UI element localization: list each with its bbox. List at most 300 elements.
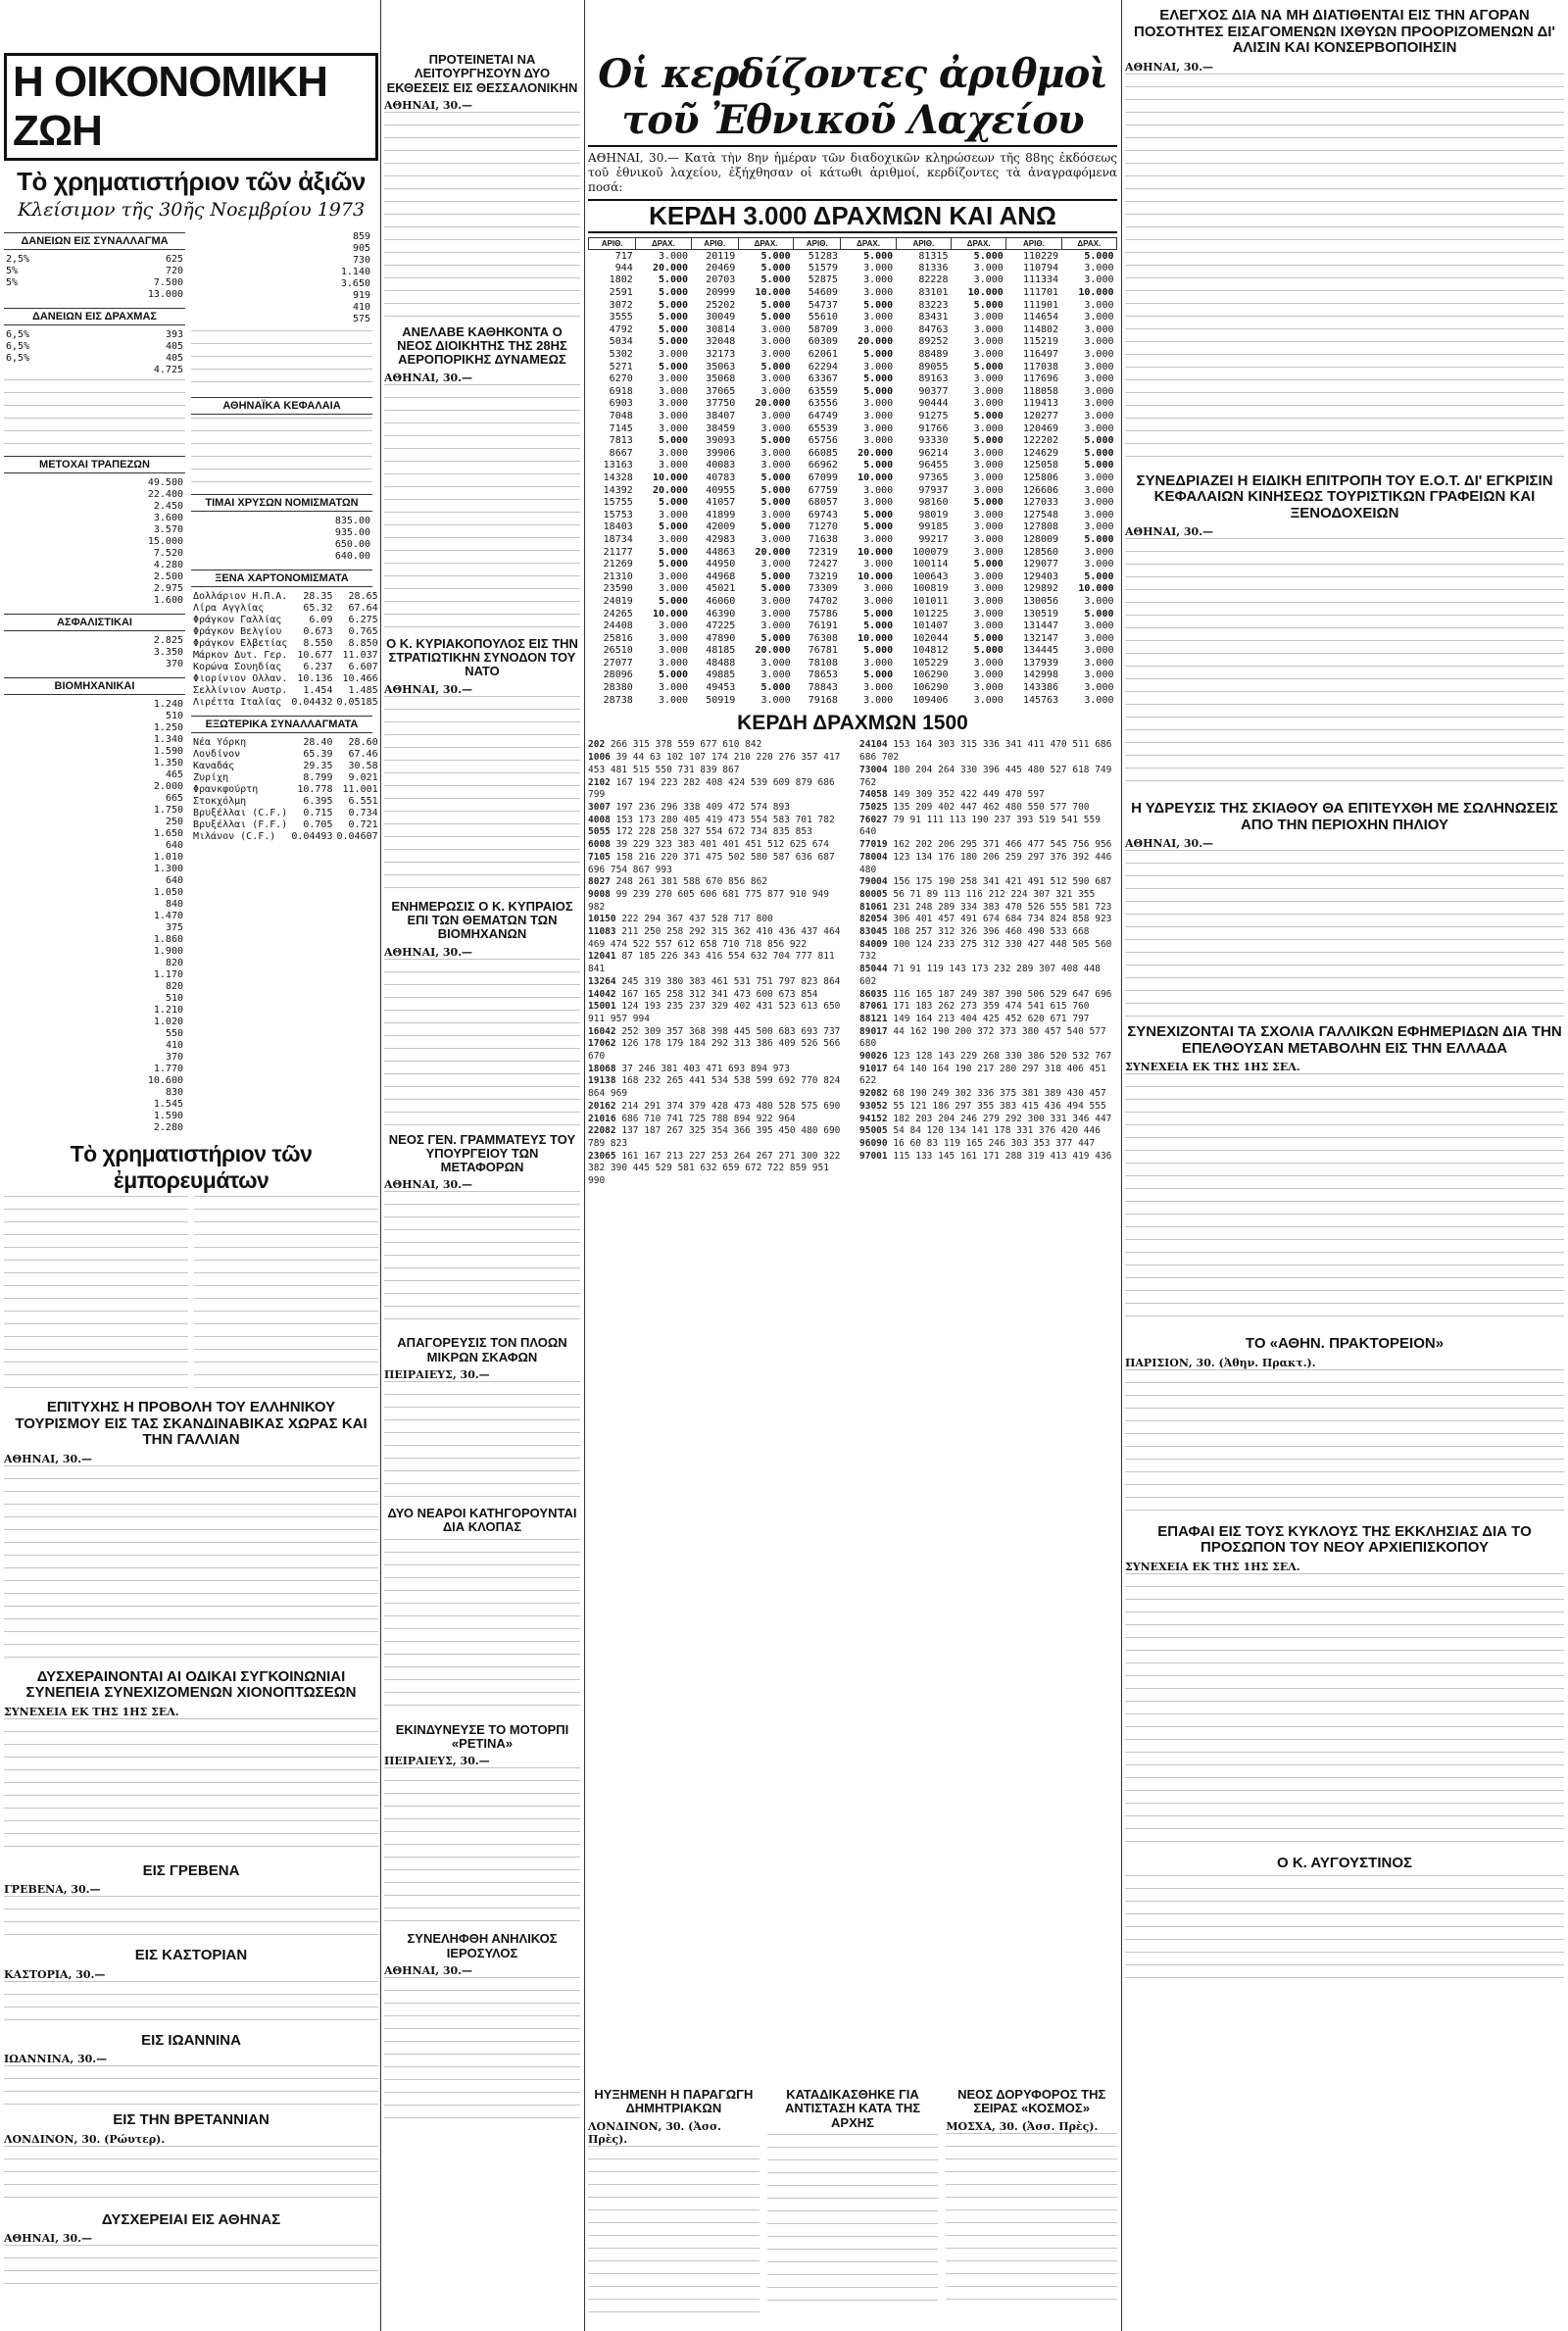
article — [1125, 1336, 1564, 1516]
article-body-text — [4, 1718, 378, 1856]
row-label — [4, 804, 40, 816]
table-row: 6,5% 405 — [6, 340, 183, 352]
row-label — [4, 512, 40, 523]
number-prefix: 14042 — [588, 988, 616, 1000]
number-line — [588, 876, 846, 889]
column-2-articles — [384, 53, 580, 2124]
article-headline: ΔΥΟ ΝΕΑΡΟΙ ΚΑΤΗΓΟΡΟΥΝΤΑΙ ΔΙΑ ΚΛΟΠΑΣ — [387, 1506, 577, 1535]
currency-name: Μιλάνον (C.F.) — [193, 830, 276, 842]
prize-amount: 3.000 — [1084, 521, 1114, 533]
number-prefix: 95005 — [859, 1125, 888, 1137]
rate-value: 10.677 — [297, 649, 333, 661]
currency-name: Φρανκφούρτη — [193, 783, 259, 795]
article — [4, 2112, 378, 2205]
prize-amount: 3.000 — [760, 670, 791, 681]
ticket-number: 101011 — [912, 595, 949, 607]
number-suffixes: 171 183 262 273 359 474 541 615 760 — [893, 1001, 1090, 1013]
rate-value: 10.466 — [342, 672, 378, 684]
article — [384, 1723, 580, 1925]
stock-exchange-title: Τὸ χρηματιστήριον τῶν ἀξιῶν — [17, 167, 366, 196]
row-value: 10.600 — [147, 1074, 183, 1086]
table-row — [4, 863, 185, 874]
prize-amount: 5.000 — [760, 312, 791, 323]
ticket-number: 20703 — [706, 274, 736, 286]
ticket-number: 28738 — [603, 694, 633, 706]
prize-amount: 3.000 — [1084, 595, 1114, 607]
prize-amount: 3.000 — [1084, 682, 1114, 694]
article — [384, 1932, 580, 2124]
table-row — [589, 410, 1117, 422]
column-rule — [1121, 0, 1122, 2331]
prize-amount: 5.000 — [658, 361, 689, 372]
prize-amount: 3.000 — [863, 262, 894, 273]
prize-amount: 3.000 — [973, 521, 1004, 533]
ticket-number: 129077 — [1022, 559, 1059, 570]
number-suffixes: 149 164 213 404 425 452 620 671 797 — [893, 1013, 1090, 1024]
ticket-number: 114802 — [1022, 323, 1059, 335]
number-prefix: 17062 — [588, 1038, 616, 1050]
number-suffixes: 123 134 176 180 206 259 297 376 392 446 480 — [859, 851, 1112, 875]
column-header: ΔΡΑΧ. — [738, 238, 793, 250]
prize-amount: 3.000 — [863, 411, 894, 422]
number-suffixes: 116 165 187 249 387 390 506 529 647 696 — [893, 988, 1112, 1000]
row-value: 665 — [165, 792, 183, 804]
table-row: 13.000 — [147, 288, 183, 300]
ticket-number: 45021 — [706, 583, 736, 595]
column-header: ΑΡΙΘ. — [589, 238, 636, 250]
row-value: 1.900 — [153, 945, 183, 957]
prize-amount: 3.000 — [1084, 422, 1114, 434]
ticket-number: 79168 — [808, 694, 838, 706]
currency-name: Φράγκον Γαλλίας — [193, 614, 282, 625]
article — [1125, 801, 1564, 1017]
row-value: 3.650 — [340, 277, 370, 289]
row-label — [4, 827, 40, 839]
row-value: 1.750 — [153, 804, 183, 816]
number-prefix: 88121 — [859, 1013, 888, 1024]
ticket-number: 130056 — [1022, 595, 1059, 607]
prize-amount: 3.000 — [658, 694, 689, 706]
row-value: 1.350 — [153, 757, 183, 769]
table-row — [4, 1039, 185, 1051]
row-label — [4, 1063, 40, 1074]
article-headline: ΕΚΙΝΔΥΝΕΥΣΕ ΤΟ ΜΟΤΟΡΠΙ «ΡΕΤΙΝΑ» — [395, 1721, 569, 1751]
ticket-number: 88489 — [918, 349, 949, 361]
article-dateline: ΛΟΝΔΙΝΟΝ, 30. (Ρώυτερ). — [4, 2132, 166, 2146]
lottery-table — [588, 237, 1117, 706]
ticket-number: 60309 — [808, 336, 838, 348]
table-row — [4, 721, 185, 733]
prize-amount: 5.000 — [973, 411, 1004, 422]
rate-value: 1.485 — [348, 684, 378, 696]
row-value: 575 — [352, 313, 370, 324]
article-body-text — [1125, 1369, 1564, 1516]
row-label — [191, 230, 232, 242]
prize-amount: 3.000 — [658, 632, 689, 644]
article — [1125, 8, 1564, 466]
table-row: 4.725 — [153, 364, 183, 375]
ticket-number: 101225 — [912, 608, 949, 620]
prize-amount: 20.000 — [858, 336, 894, 348]
number-prefix: 23065 — [588, 1150, 616, 1162]
row-value: 4.280 — [153, 559, 183, 570]
table-row — [4, 634, 185, 646]
prize-amount: 3.000 — [1084, 398, 1114, 410]
number-suffixes: 156 175 190 258 341 421 491 512 590 687 — [893, 876, 1112, 888]
article-dateline: ΙΩΑΝΝΙΝΑ, 30.— — [4, 2053, 108, 2065]
ticket-number: 72319 — [808, 546, 838, 558]
ticket-number: 106290 — [912, 682, 949, 694]
table-row — [589, 496, 1117, 509]
number-suffixes: 108 257 312 326 396 460 490 533 668 — [893, 926, 1090, 938]
number-prefix: 86035 — [859, 988, 888, 1000]
prize-amount: 5.000 — [760, 262, 791, 273]
row-label — [191, 242, 232, 254]
ticket-number: 37750 — [706, 398, 736, 410]
table-row — [589, 286, 1117, 299]
ticket-number: 81336 — [918, 262, 949, 273]
ticket-number: 129892 — [1022, 583, 1059, 595]
table-row — [589, 323, 1117, 336]
foreign-exchange-table — [191, 736, 378, 842]
row-value: 935.00 — [334, 526, 370, 538]
number-line — [588, 1114, 846, 1126]
table-row — [4, 804, 185, 816]
ticket-number: 18734 — [603, 533, 633, 545]
rate-value: 28.65 — [348, 590, 378, 602]
number-line — [859, 802, 1117, 815]
ticket-number: 44968 — [706, 570, 736, 582]
prize-amount: 3.000 — [658, 250, 689, 262]
number-prefix: 21016 — [588, 1113, 616, 1124]
row-value: 640 — [165, 839, 183, 851]
currency-name: Σελλίνιον Αυστρ. — [193, 684, 288, 696]
article — [384, 325, 580, 629]
article — [1125, 1024, 1564, 1328]
ticket-number: 28380 — [603, 682, 633, 694]
currency-name: Μάρκον Δυτ. Γερ. — [193, 649, 288, 661]
number-suffixes: 126 178 179 184 292 313 386 409 526 566 670 — [588, 1038, 841, 1063]
ticket-number: 30049 — [706, 312, 736, 323]
number-prefix: 79004 — [859, 876, 888, 888]
number-line — [588, 826, 846, 839]
prize-amount: 3.000 — [1084, 620, 1114, 632]
prize-amount: 3.000 — [863, 682, 894, 694]
table-row — [589, 299, 1117, 312]
rate-value: 6.551 — [348, 795, 378, 807]
rate-value: 28.40 — [303, 736, 333, 748]
number-prefix: 16042 — [588, 1025, 616, 1037]
ticket-number: 66962 — [808, 460, 838, 471]
table-row: 6,5% 393 — [6, 328, 183, 340]
ticket-number: 15755 — [603, 497, 633, 509]
prize-amount: 5.000 — [973, 250, 1004, 262]
table-row — [589, 546, 1117, 559]
prize-amount: 20.000 — [858, 447, 894, 459]
ticket-number: 90377 — [918, 385, 949, 397]
article — [384, 637, 580, 892]
ticket-number: 35068 — [706, 373, 736, 385]
number-line — [859, 964, 1117, 988]
rate-value: 6.237 — [303, 661, 333, 672]
row-label — [4, 816, 40, 827]
row-label — [191, 277, 232, 289]
number-line — [859, 1001, 1117, 1014]
number-line — [859, 789, 1117, 802]
ticket-number: 25202 — [706, 299, 736, 311]
article-body-text — [1125, 538, 1564, 793]
row-label — [4, 634, 45, 646]
prize-amount: 5.000 — [760, 361, 791, 372]
prize-amount: 3.000 — [760, 422, 791, 434]
rate-value: 0.705 — [303, 818, 333, 830]
ticket-number: 5271 — [609, 361, 633, 372]
table-row — [191, 266, 372, 277]
number-line — [859, 1014, 1117, 1026]
prize-amount: 3.000 — [973, 682, 1004, 694]
table-row — [589, 385, 1117, 398]
prize-amount: 3.000 — [1084, 262, 1114, 273]
number-prefix: 15001 — [588, 1001, 616, 1013]
table-row — [191, 538, 372, 550]
table-row — [191, 672, 378, 684]
table-row — [191, 818, 378, 830]
number-line — [859, 1088, 1117, 1101]
number-suffixes: 172 228 258 327 554 672 734 835 853 — [615, 826, 812, 838]
row-label — [191, 313, 232, 324]
loans-table — [4, 253, 185, 300]
article-dateline: ΑΘΗΝΑΙ, 30.— — [4, 2232, 93, 2245]
row-label — [4, 535, 40, 547]
number-suffixes: 231 248 289 334 383 470 526 555 581 723 — [893, 901, 1112, 913]
row-label — [191, 515, 227, 526]
table-row — [4, 968, 185, 980]
table-row — [191, 736, 378, 748]
row-value: 1.170 — [153, 968, 183, 980]
article-headline: ΕΛΕΓΧΟΣ ΔΙΑ ΝΑ ΜΗ ΔΙΑΤΙΘΕΝΤΑΙ ΕΙΣ ΤΗΝ ΑΓΟΡΑΝ ΠΟΣΟΤΗΤΕΣ ΕΙΣΑΓΟΜΕΝΩΝ ΙΧΘΥΩΝ ΠΡΟΟΡΙΖΟΜΕΝΩΝ ΔΙ' ΑΛΙΣΙΝ ΚΑΙ ΚΟΝΣΕΡΒΟΠΟΙΗΣΙΝ — [1134, 7, 1555, 56]
column-economic-life — [4, 0, 378, 2331]
prize-amount: 10.000 — [755, 287, 791, 299]
article-body-text — [4, 1465, 378, 1661]
ticket-number: 44863 — [706, 546, 736, 558]
currency-name: Φράγκον Ελβετίας — [193, 637, 288, 649]
table-row — [4, 957, 185, 968]
number-line — [588, 1001, 846, 1025]
row-value: 1.020 — [153, 1016, 183, 1027]
ticket-number: 111334 — [1022, 274, 1059, 286]
ticket-number: 38407 — [706, 411, 736, 422]
prize-amount: 5.000 — [863, 509, 894, 521]
number-prefix: 10150 — [588, 914, 616, 925]
article-dateline: ΚΑΣΤΟΡΙΑ, 30.— — [4, 1967, 106, 1981]
prize-amount: 3.000 — [760, 595, 791, 607]
number-line — [588, 815, 846, 827]
number-suffixes: 161 167 213 227 253 264 267 271 300 322 382 390 445 529 581 632 659 672 722 859 951 990 — [588, 1150, 841, 1187]
article-body-text — [767, 2134, 939, 2301]
row-value: 1.250 — [153, 721, 183, 733]
ticket-number: 102044 — [912, 632, 949, 644]
column-news-briefs — [384, 0, 580, 2331]
number-suffixes: 158 216 220 371 475 502 580 587 636 687 696 754 867 993 — [588, 851, 835, 875]
prize-amount: 3.000 — [760, 694, 791, 706]
table-row — [589, 361, 1117, 373]
prize-amount: 3.000 — [760, 447, 791, 459]
article-headline: ΚΑΤΑΔΙΚΑΣΘΗΚΕ ΓΙΑ ΑΝΤΙΣΤΑΣΗ ΚΑΤΑ ΤΗΣ ΑΡΧΗΣ — [784, 2087, 921, 2130]
row-value: 510 — [165, 710, 183, 721]
currency-name: Δολλάριον Η.Π.Α. — [193, 590, 288, 602]
rate-value: 8.799 — [303, 771, 333, 783]
row-value: 2.000 — [153, 780, 183, 792]
table-row — [589, 250, 1117, 263]
table-row — [589, 398, 1117, 411]
table-row — [4, 874, 185, 886]
number-line — [588, 1151, 846, 1188]
rate-value: 28.60 — [348, 736, 378, 748]
ticket-number: 76191 — [808, 620, 838, 632]
number-suffixes: 686 710 741 725 788 894 922 964 — [621, 1113, 796, 1124]
table-row — [589, 595, 1117, 608]
table-row — [4, 658, 185, 670]
ticket-number: 5302 — [609, 349, 633, 361]
prize-amount: 5.000 — [863, 385, 894, 397]
ticket-number: 24265 — [603, 608, 633, 620]
row-label — [4, 945, 40, 957]
row-value: 1.010 — [153, 851, 183, 863]
prize-amount: 3.000 — [658, 460, 689, 471]
ticket-number: 124629 — [1022, 447, 1059, 459]
number-suffixes: 162 202 206 295 371 466 477 545 756 956 — [893, 839, 1112, 851]
ticket-number: 13163 — [603, 460, 633, 471]
rate-value: 0.673 — [303, 625, 333, 637]
number-suffixes: 100 124 233 275 312 330 427 448 505 560 732 — [859, 938, 1112, 963]
table-row — [589, 460, 1117, 472]
article-dateline: ΣΥΝΕΧΕΙΑ ΕΚ ΤΗΣ 1ΗΣ ΣΕΛ. — [1125, 1560, 1300, 1573]
ticket-number: 25816 — [603, 632, 633, 644]
column-header: ΔΡΑΧ. — [636, 238, 691, 250]
number-suffixes: 44 162 190 200 372 373 380 457 540 577 680 — [859, 1025, 1106, 1050]
insurance-table — [4, 634, 185, 670]
ticket-number: 8667 — [609, 447, 633, 459]
number-line — [588, 1064, 846, 1076]
prize-amount: 3.000 — [1084, 509, 1114, 521]
ticket-number: 120277 — [1022, 411, 1059, 422]
industrial-table — [4, 698, 185, 1133]
commodities-title: Τὸ χρηματιστήριον τῶν ἐμπορευμάτων — [70, 1141, 313, 1193]
ticket-number: 1802 — [609, 274, 633, 286]
ticket-number: 104812 — [912, 645, 949, 657]
rate-value: 65.32 — [303, 602, 333, 614]
ticket-number: 32173 — [706, 349, 736, 361]
row-value: 3.570 — [153, 523, 183, 535]
prize-amount: 5.000 — [760, 274, 791, 286]
number-line — [859, 902, 1117, 915]
row-value: 840 — [165, 898, 183, 910]
row-value: 859 — [352, 230, 370, 242]
prize-amount: 10.000 — [967, 287, 1004, 299]
number-suffixes: 222 294 367 437 528 717 800 — [621, 914, 773, 925]
row-label — [4, 547, 40, 559]
table-row — [4, 792, 185, 804]
article-dateline: ΠΑΡΙΣΙΟΝ, 30. (Ἀθην. Πρακτ.). — [1125, 1356, 1316, 1369]
table-row — [589, 608, 1117, 620]
article-headline: ΣΥΝΕΔΡΙΑΖΕΙ Η ΕΙΔΙΚΗ ΕΠΙΤΡΟΠΗ ΤΟΥ Ε.Ο.Τ. ΔΙ' ΕΓΚΡΙΣΙΝ ΚΕΦΑΛΑΙΩΝ ΚΙΝΗΣΕΩΣ ΤΟΥΡΙΣΤΙΚΩΝ ΓΡΑΦΕΙΩΝ ΚΑΙ ΞΕΝΟΔΟΧΕΙΩΝ — [1136, 471, 1553, 521]
rate-value: 6.275 — [348, 614, 378, 625]
prize-amount: 3.000 — [658, 398, 689, 410]
number-prefix: 74058 — [859, 789, 888, 801]
number-line — [588, 1038, 846, 1063]
prize-amount: 3.000 — [658, 533, 689, 545]
ticket-number: 49885 — [706, 670, 736, 681]
number-suffixes: 137 187 267 325 354 366 395 450 480 690 789 823 — [588, 1125, 841, 1149]
rate-value: 0.765 — [348, 625, 378, 637]
row-label — [191, 301, 232, 313]
number-suffixes: 248 261 381 588 670 856 862 — [615, 876, 768, 888]
prize-amount: 3.000 — [1084, 323, 1114, 335]
number-suffixes: 124 193 235 237 329 402 431 523 613 650 911 957 994 — [588, 1001, 841, 1024]
ticket-number: 32048 — [706, 336, 736, 348]
ticket-number: 120469 — [1022, 422, 1059, 434]
number-suffixes: 55 121 186 297 355 383 415 436 494 555 — [893, 1100, 1106, 1112]
row-value: 7.520 — [153, 547, 183, 559]
number-line — [588, 1101, 846, 1114]
number-line — [859, 1101, 1117, 1114]
article — [1125, 1856, 1564, 1984]
ticket-number: 21310 — [603, 570, 633, 582]
table-row — [191, 696, 378, 708]
prize-amount: 3.000 — [1084, 471, 1114, 483]
ticket-number: 23590 — [603, 583, 633, 595]
number-line — [859, 815, 1117, 839]
row-value: 250 — [165, 816, 183, 827]
row-label — [4, 1098, 40, 1110]
number-prefix: 7105 — [588, 851, 611, 863]
row-label — [4, 757, 40, 769]
number-suffixes: 56 71 89 113 116 212 224 307 321 355 — [893, 888, 1096, 900]
prize-amount: 3.000 — [760, 657, 791, 669]
ticket-number: 47890 — [706, 632, 736, 644]
number-suffixes: 153 164 303 315 336 341 411 470 511 686 686 702 — [859, 739, 1112, 764]
prize-amount: 3.000 — [973, 570, 1004, 582]
rate-value: 11.001 — [342, 783, 378, 795]
article-body-text — [384, 959, 580, 1125]
row-label — [4, 1016, 40, 1027]
rate-value: 8.550 — [303, 637, 333, 649]
article-headline: Ο Κ. ΚΥΡΙΑΚΟΠΟΥΛΟΣ ΕΙΣ ΤΗΝ ΣΤΡΑΤΙΩΤΙΚΗΝ ΣΥΝΟΔΟΝ ΤΟΥ ΝΑΤΟ — [386, 635, 578, 679]
table-row — [191, 602, 378, 614]
ticket-number: 145763 — [1022, 694, 1059, 706]
prize-amount: 3.000 — [973, 262, 1004, 273]
article-dateline: ΑΘΗΝΑΙ, 30.— — [4, 1452, 93, 1465]
article-headline: ΠΡΟΤΕΙΝΕΤΑΙ ΝΑ ΛΕΙΤΟΥΡΓΗΣΟΥΝ ΔΥΟ ΕΚΘΕΣΕΙΣ ΕΙΣ ΘΕΣΣΑΛΟΝΙΚΗΝ — [386, 52, 578, 95]
ticket-number: 20119 — [706, 250, 736, 262]
ticket-number: 21269 — [603, 559, 633, 570]
row-label — [4, 980, 40, 992]
prize-amount: 20.000 — [652, 262, 689, 273]
prize-amount: 5.000 — [863, 299, 894, 311]
prize-amount: 5.000 — [973, 559, 1004, 570]
table-row — [191, 550, 372, 562]
prize-amount: 3.000 — [658, 422, 689, 434]
ticket-number: 130519 — [1022, 608, 1059, 620]
prize-amount: 3.000 — [1084, 299, 1114, 311]
bonds-note — [191, 330, 372, 389]
ticket-number: 54609 — [808, 287, 838, 299]
rate-value: 28.35 — [303, 590, 333, 602]
number-line — [859, 876, 1117, 889]
table-row — [4, 1110, 185, 1121]
currency-name: Στοκχόλμη — [193, 795, 247, 807]
ticket-number: 83431 — [918, 312, 949, 323]
